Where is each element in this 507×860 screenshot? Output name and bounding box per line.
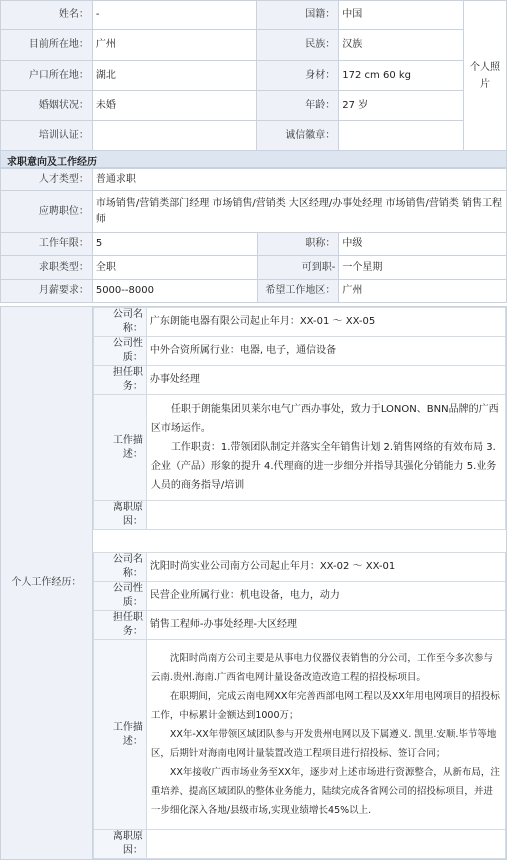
talent-type-label: 人才类型： [1,169,93,191]
hukou-label: 户口所在地： [1,61,93,91]
jobtype-value: 全职 [92,256,257,280]
description-paragraph: 沈阳时尚南方公司主要是从事电力仪器仪表销售的分公司，工作至今多次参与云南.贵州.海南.广西省电网计量设备改造改造工程的招投标项目。 [150,653,493,683]
training-value [92,121,257,151]
body-value: 172 cm 60 kg [339,61,464,91]
location-label: 目前所在地： [1,30,93,61]
job-intent-table [0,168,507,303]
area-label: 希望工作地区： [257,280,339,303]
job-description [146,395,505,501]
description-paragraph: 任职于朗能集团贝莱尔电气广西办事处，致力于LONON、BNN品牌的广西区市场运作。 [150,404,499,434]
name-label: 姓名： [1,1,93,30]
credit-value [339,121,464,151]
role-value: 办事处经理 [146,366,505,395]
basic-info-table [0,0,507,151]
nature-value: 中外合资所属行业：电器, 电子，通信设备 [146,337,505,366]
available-value: 一个星期 [339,256,507,280]
company-value: 沈阳时尚实业公司南方公司起止年月：XX-02 ～ XX-01 [146,553,505,582]
training-label: 培训认证： [1,121,93,151]
age-label: 年龄： [257,91,339,121]
position-value: 市场销售/营销类部门经理 市场销售/营销类 大区经理/办事处经理 市场销售/营销类 销售工程师 [92,191,506,233]
company-label: 公司名称： [93,553,146,582]
job-2 [93,552,506,859]
years-label: 工作年限： [1,233,93,256]
job-1 [93,307,506,530]
marital-label: 婚姻状况： [1,91,93,121]
body-label: 身材： [257,61,339,91]
position-label: 应聘职位： [1,191,93,233]
leave-value [146,830,505,859]
title-label: 职称： [257,233,339,256]
available-label: 可到职- [257,256,339,280]
age-value: 27 岁 [339,91,464,121]
jobtype-label: 求职类型： [1,256,93,280]
marital-value: 未婚 [92,91,257,121]
title-value: 中级 [339,233,507,256]
name-value: - [92,1,257,30]
nature-label: 公司性质： [93,337,146,366]
description-paragraph: 工作职责：1.带领团队制定并落实全年销售计划 2.销售网络的有效布局 3.企业（产品）形象的提升 4.代理商的进一步细分并指导其强化分销能力 5.业务人员的商务指导/培训 [150,442,497,491]
desc-label: 工作描述： [93,640,146,830]
work-experience-table [0,306,507,860]
ethnic-value: 汉族 [339,30,464,61]
role-label: 担任职务： [93,611,146,640]
nation-value: 中国 [339,1,464,30]
leave-value [146,501,505,530]
role-value: 销售工程师-办事处经理-大区经理 [146,611,505,640]
section-title: 求职意向及工作经历 [0,150,507,168]
photo-cell: 个人照片 [464,1,507,151]
salary-value: 5000--8000 [92,280,257,303]
desc-label: 工作描述： [93,395,146,501]
years-value: 5 [92,233,257,256]
ethnic-label: 民族： [257,30,339,61]
leave-label: 离职原因： [93,830,146,859]
role-label: 担任职务： [93,366,146,395]
company-value: 广东朗能电器有限公司起止年月：XX-01 ～ XX-05 [146,308,505,337]
experience-content [92,307,506,860]
experience-side-label: 个人工作经历： [1,307,93,860]
job-description [146,640,505,830]
job-separator [93,530,506,552]
company-label: 公司名称： [93,308,146,337]
talent-type-value: 普通求职 [92,169,506,191]
area-value: 广州 [339,280,507,303]
hukou-value: 湖北 [92,61,257,91]
description-paragraph: XX年接收广西市场业务至XX年，逐步对上述市场进行资源整合，从新布局，注重培养、提高区域团队的整体业务能力，陆续完成各省网公司的招投标项目，并进一步细化深入各地/县级市场,实现业绩增长45%以上. [150,767,500,816]
credit-label: 诚信徽章： [257,121,339,151]
location-value: 广州 [92,30,257,61]
nation-label: 国籍： [257,1,339,30]
nature-value: 民营企业所属行业：机电设备，电力，动力 [146,582,505,611]
nature-label: 公司性质： [93,582,146,611]
description-paragraph: XX年-XX年带领区域团队参与开发贵州电网以及下属遵义. 凯里.安顺.毕节等地区，后期针对海南电网计量装置改造工程项目进行招投标、签订合同； [150,729,497,759]
leave-label: 离职原因： [93,501,146,530]
salary-label: 月薪要求： [1,280,93,303]
description-paragraph: 在职期间，完成云南电网XX年完善西部电网工程以及XX年用电网项目的招投标工作，中标累计金额达到1000万； [150,691,500,721]
